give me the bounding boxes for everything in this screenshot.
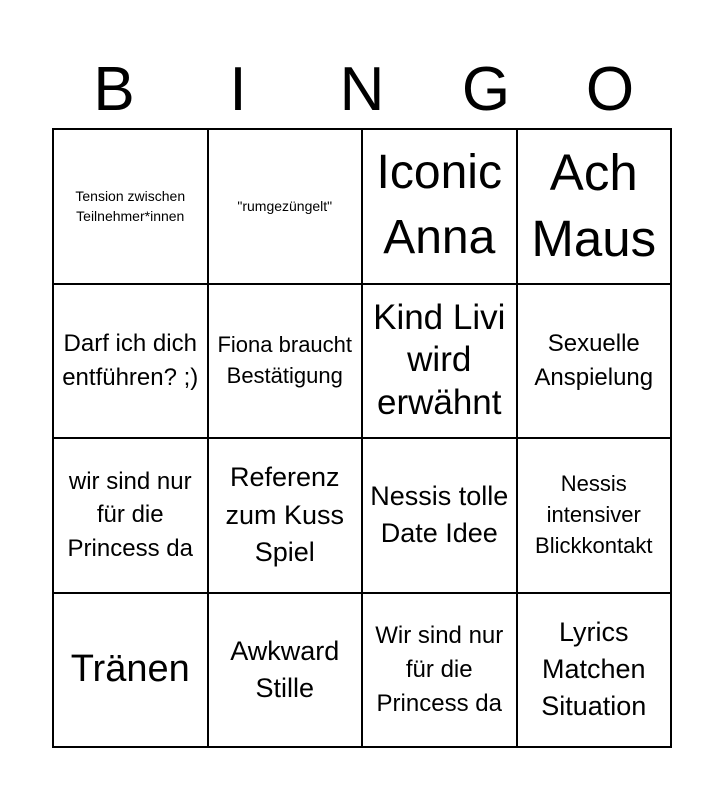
bingo-cell[interactable] — [209, 439, 364, 594]
bingo-cell[interactable] — [54, 439, 209, 594]
cell-text: Fiona braucht Bestätigung — [217, 331, 353, 388]
bingo-cell[interactable] — [54, 594, 209, 749]
cell-text: Kind Livi wird erwähnt — [373, 297, 506, 423]
cell-text: Sexuelle Anspielung — [534, 330, 654, 391]
cell-text: Iconic Anna — [376, 146, 502, 265]
cell-text: Wir sind nur für die Princess da — [375, 622, 504, 717]
cell-text: Tränen — [70, 647, 190, 690]
header-letter-g: G — [461, 55, 511, 124]
cell-text: Ach Maus — [531, 143, 657, 268]
header-letter-i: I — [229, 55, 247, 124]
cell-text: Nessis intensiver Blickkontakt — [535, 471, 653, 558]
cell-text: Referenz zum Kuss Spiel — [225, 462, 345, 567]
bingo-cell[interactable] — [363, 594, 518, 749]
cell-text: Awkward Stille — [230, 635, 340, 703]
bingo-board — [52, 128, 672, 748]
cell-text: Tension zwischen Teilnehmer*innen — [75, 187, 186, 225]
bingo-cell[interactable] — [209, 130, 364, 285]
cell-text: "rumgezüngelt" — [237, 198, 333, 215]
bingo-cell[interactable] — [54, 130, 209, 285]
bingo-cell[interactable] — [518, 439, 673, 594]
bingo-cell[interactable] — [518, 285, 673, 440]
bingo-cell[interactable] — [209, 285, 364, 440]
bingo-header — [52, 52, 672, 128]
cell-text: Nessis tolle Date Idee — [370, 481, 509, 549]
bingo-cell[interactable] — [209, 594, 364, 749]
bingo-cell[interactable] — [518, 130, 673, 285]
bingo-cell[interactable] — [363, 130, 518, 285]
bingo-cell[interactable] — [54, 285, 209, 440]
header-letter-o: O — [585, 55, 635, 124]
cell-text: Lyrics Matchen Situation — [541, 616, 647, 722]
bingo-cell[interactable] — [363, 439, 518, 594]
header-letter-b: B — [93, 55, 135, 124]
cell-text: wir sind nur für die Princess da — [67, 467, 193, 563]
bingo-cell[interactable] — [363, 285, 518, 440]
bingo-cell[interactable] — [518, 594, 673, 749]
cell-text: Darf ich dich entführen? ;) — [62, 330, 199, 391]
header-letter-n: N — [339, 55, 385, 124]
